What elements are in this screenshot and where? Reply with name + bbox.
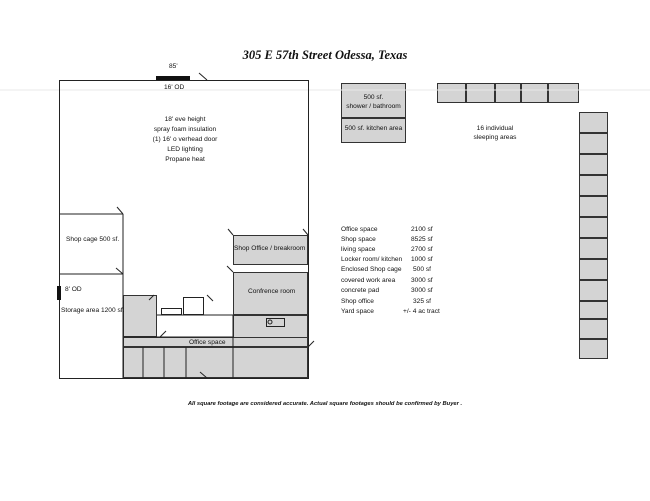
legend-value: 500 sf bbox=[413, 266, 431, 273]
legend-row bbox=[341, 266, 461, 276]
legend-label: living space bbox=[341, 246, 376, 253]
side-door-label: 8' OD bbox=[65, 286, 82, 293]
legend-value: 3000 sf bbox=[411, 277, 433, 284]
shower-label: 500 sf. shower / bathroom bbox=[346, 94, 401, 110]
legend-row bbox=[341, 226, 461, 236]
top-dimension-label: 85' bbox=[169, 63, 178, 70]
legend-row bbox=[341, 256, 461, 266]
legend-label: concrete pad bbox=[341, 287, 380, 294]
storage-label: Storage area 1200 sf. bbox=[61, 307, 125, 314]
office-space-label: Office space bbox=[189, 339, 226, 346]
shop-cage-label: Shop cage 500 sf. bbox=[66, 236, 120, 243]
legend-value: 1000 sf bbox=[411, 256, 433, 263]
legend-label: covered work area bbox=[341, 277, 396, 284]
legend-value: 2700 sf bbox=[411, 246, 433, 253]
legend-value: 3000 sf bbox=[411, 287, 433, 294]
feature-item: LED lighting bbox=[167, 146, 203, 153]
legend-row bbox=[341, 236, 461, 246]
legend-row bbox=[341, 287, 461, 297]
legend-row bbox=[341, 277, 461, 287]
legend-label: Locker room/ kitchen bbox=[341, 256, 403, 263]
legend-value: 2100 sf bbox=[411, 226, 433, 233]
sleeping-label: 16 individual sleeping areas bbox=[473, 125, 517, 141]
legend-row bbox=[341, 246, 461, 256]
legend-value: 8525 sf bbox=[411, 236, 433, 243]
legend-label: Office space bbox=[341, 226, 378, 233]
kitchen-label: 500 sf. kitchen area bbox=[344, 125, 403, 132]
legend-row bbox=[341, 298, 461, 308]
legend-label: Yard space bbox=[341, 308, 374, 315]
feature-item: Propane heat bbox=[165, 156, 205, 163]
conference-label: Confrence room bbox=[248, 288, 296, 295]
page-title: 305 E 57th Street Odessa, Texas bbox=[242, 48, 408, 62]
feature-item: (1) 16' o verhead door bbox=[152, 136, 218, 143]
footer-disclaimer: All square footage are considered accurate. Actual square footages should be confirmed by Buyer . bbox=[187, 401, 463, 407]
legend-label: Enclosed Shop cage bbox=[341, 266, 402, 273]
feature-item: 18' eve height bbox=[164, 116, 206, 123]
feature-item: spray foam insulation bbox=[153, 126, 217, 133]
legend-value: 325 sf bbox=[413, 298, 431, 305]
legend-label: Shop office bbox=[341, 298, 374, 305]
shop-office-label: Shop Office / breakroom bbox=[234, 245, 306, 252]
legend-row bbox=[341, 308, 461, 318]
feature-list bbox=[140, 115, 230, 165]
legend-value: +/- 4 ac tract bbox=[403, 308, 440, 315]
legend-label: Shop space bbox=[341, 236, 376, 243]
overhead-door-label: 16' OD bbox=[164, 84, 185, 91]
